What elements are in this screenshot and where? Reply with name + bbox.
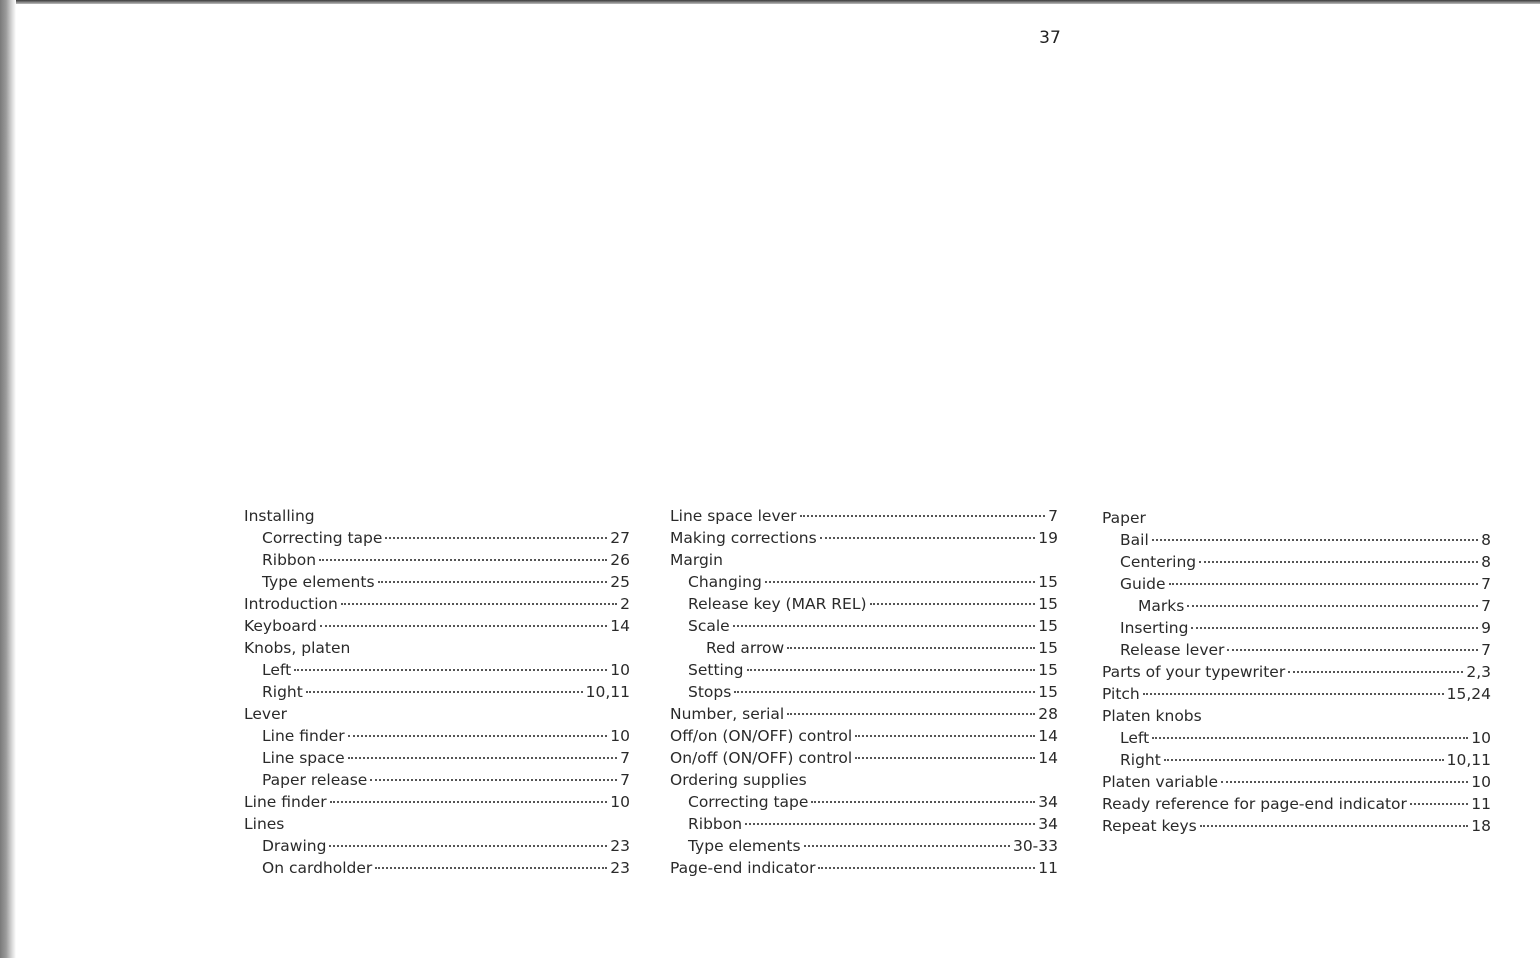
index-entry-page: 7 [1481, 641, 1491, 659]
index-entry-label: Release key (MAR REL) [688, 595, 867, 613]
index-entry-label: Off/on (ON/OFF) control [670, 727, 853, 745]
index-entry [670, 549, 1058, 571]
dot-leader [804, 845, 1010, 847]
index-entry [244, 659, 630, 681]
index-entry-page: 28 [1038, 705, 1058, 723]
index-column-2 [670, 505, 1058, 879]
dot-leader [294, 669, 607, 671]
index-entry [670, 615, 1058, 637]
dot-leader [1143, 693, 1444, 695]
index-entry-page: 14 [610, 617, 630, 635]
dot-leader [820, 537, 1036, 539]
index-entry-label: Correcting tape [688, 793, 809, 811]
index-entry [1102, 683, 1491, 705]
index-entry [244, 637, 630, 659]
index-entry-label: Marks [1138, 597, 1185, 615]
index-entry-label: Knobs, platen [244, 639, 351, 657]
index-entry-label: Guide [1120, 575, 1166, 593]
index-entry [670, 703, 1058, 725]
index-entry-page: 23 [610, 859, 630, 877]
index-entry [1102, 727, 1491, 749]
index-entry [244, 725, 630, 747]
index-entry [1102, 595, 1491, 617]
index-entry-label: Pitch [1102, 685, 1140, 703]
index-entry-page: 7 [1481, 597, 1491, 615]
index-entry-page: 10 [1471, 729, 1491, 747]
dot-leader [1164, 759, 1444, 761]
index-entry [670, 593, 1058, 615]
index-entry-page: 23 [610, 837, 630, 855]
index-entry-page: 9 [1481, 619, 1491, 637]
index-entry-label: Making corrections [670, 529, 817, 547]
dot-leader [306, 691, 583, 693]
index-entry [670, 791, 1058, 813]
index-entry-label: Ordering supplies [670, 771, 807, 789]
dot-leader [1152, 539, 1478, 541]
dot-leader [319, 559, 607, 561]
index-entry-label: Inserting [1120, 619, 1189, 637]
dot-leader [870, 603, 1036, 605]
index-entry [244, 747, 630, 769]
index-entry-page: 18 [1471, 817, 1491, 835]
index-entry-page: 8 [1481, 553, 1491, 571]
index-entry-page: 10,11 [585, 683, 630, 701]
index-entry-page: 8 [1481, 531, 1491, 549]
index-entry-label: Ready reference for page-end indicator [1102, 795, 1407, 813]
index-entry-label: Introduction [244, 595, 338, 613]
index-entry [1102, 529, 1491, 551]
dot-leader [765, 581, 1035, 583]
index-entry-page: 14 [1038, 749, 1058, 767]
top-edge-rule [0, 0, 1540, 4]
dot-leader [341, 603, 617, 605]
dot-leader [378, 581, 608, 583]
dot-leader [1288, 671, 1463, 673]
dot-leader [1410, 803, 1468, 805]
index-entry-label: Correcting tape [262, 529, 383, 547]
index-entry-page: 10 [1471, 773, 1491, 791]
dot-leader [1169, 583, 1479, 585]
index-entry-label: Stops [688, 683, 732, 701]
index-entry-label: Line space lever [670, 507, 797, 525]
dot-leader [1221, 781, 1468, 783]
index-entry-label: Left [262, 661, 292, 679]
index-entry-label: Lever [244, 705, 287, 723]
index-entry [1102, 639, 1491, 661]
index-entry-page: 10 [610, 727, 630, 745]
index-entry-label: Lines [244, 815, 285, 833]
index-entry-page: 15 [1038, 573, 1058, 591]
index-entry-label: Parts of your typewriter [1102, 663, 1286, 681]
index-entry [1102, 573, 1491, 595]
index-entry [1102, 749, 1491, 771]
index-entry-label: Page-end indicator [670, 859, 816, 877]
dot-leader [855, 735, 1035, 737]
index-entry-page: 30-33 [1012, 837, 1058, 855]
index-entry-label: Installing [244, 507, 315, 525]
dot-leader [818, 867, 1035, 869]
index-entry-page: 2 [620, 595, 630, 613]
dot-leader [1199, 561, 1478, 563]
index-entry-page: 10,11 [1446, 751, 1491, 769]
index-entry-page: 10 [610, 793, 630, 811]
page-binding-edge [0, 0, 16, 958]
index-entry-label: Setting [688, 661, 744, 679]
index-entry-label: Ribbon [688, 815, 743, 833]
dot-leader [855, 757, 1035, 759]
index-entry-label: Platen knobs [1102, 707, 1202, 725]
index-entry-page: 26 [610, 551, 630, 569]
index-entry [670, 835, 1058, 857]
index-entry-label: Red arrow [706, 639, 785, 657]
index-entry [244, 505, 630, 527]
index-entry [244, 791, 630, 813]
index-entry-label: Line finder [244, 793, 327, 811]
index-entry [1102, 661, 1491, 683]
index-entry [244, 527, 630, 549]
index-entry-page: 15 [1038, 617, 1058, 635]
index-entry [670, 637, 1058, 659]
index-entry [244, 549, 630, 571]
dot-leader [787, 713, 1035, 715]
index-entry-label: Type elements [688, 837, 801, 855]
dot-leader [787, 647, 1035, 649]
dot-leader [370, 779, 617, 781]
index-entry-page: 7 [1048, 507, 1058, 525]
index-entry-label: Number, serial [670, 705, 785, 723]
index-entry-page: 34 [1038, 815, 1058, 833]
index-entry-label: Paper release [262, 771, 368, 789]
index-entry-page: 7 [620, 749, 630, 767]
index-entry [670, 659, 1058, 681]
index-entry-label: Ribbon [262, 551, 317, 569]
dot-leader [1191, 627, 1478, 629]
index-entry-label: Platen variable [1102, 773, 1219, 791]
index-entry-page: 11 [1038, 859, 1058, 877]
index-entry-page: 15,24 [1446, 685, 1491, 703]
dot-leader [1227, 649, 1478, 651]
index-entry [670, 857, 1058, 879]
index-entry-label: Left [1120, 729, 1150, 747]
index-entry [1102, 771, 1491, 793]
index-entry-page: 7 [1481, 575, 1491, 593]
index-entry [244, 769, 630, 791]
index-entry [670, 813, 1058, 835]
dot-leader [1152, 737, 1468, 739]
index-entry-page: 15 [1038, 661, 1058, 679]
index-entry-label: Line space [262, 749, 345, 767]
index-entry-label: Keyboard [244, 617, 317, 635]
index-entry [244, 681, 630, 703]
index-entry [1102, 551, 1491, 573]
index-entry [244, 703, 630, 725]
index-entry [670, 725, 1058, 747]
dot-leader [811, 801, 1035, 803]
index-entry-label: Release lever [1120, 641, 1225, 659]
index-entry-page: 7 [620, 771, 630, 789]
index-entry-label: On cardholder [262, 859, 373, 877]
index-entry [244, 571, 630, 593]
dot-leader [733, 625, 1036, 627]
index-entry [244, 857, 630, 879]
dot-leader [330, 801, 608, 803]
index-entry-label: Bail [1120, 531, 1149, 549]
index-entry-page: 19 [1038, 529, 1058, 547]
index-entry [670, 571, 1058, 593]
index-entry-page: 11 [1471, 795, 1491, 813]
page-number: 37 [1039, 28, 1061, 48]
index-entry-page: 34 [1038, 793, 1058, 811]
index-entry-label: Changing [688, 573, 762, 591]
dot-leader [329, 845, 607, 847]
index-entry [670, 505, 1058, 527]
index-column-3 [1102, 507, 1491, 837]
index-entry-label: Drawing [262, 837, 327, 855]
index-entry-page: 25 [610, 573, 630, 591]
dot-leader [747, 669, 1036, 671]
index-entry [1102, 617, 1491, 639]
dot-leader [348, 735, 608, 737]
index-entry-page: 10 [610, 661, 630, 679]
index-entry [1102, 507, 1491, 529]
index-entry [670, 681, 1058, 703]
index-entry-label: Paper [1102, 509, 1146, 527]
dot-leader [385, 537, 607, 539]
index-entry [1102, 815, 1491, 837]
index-entry-label: Right [1120, 751, 1161, 769]
index-entry-label: Scale [688, 617, 730, 635]
index-entry-label: Type elements [262, 573, 375, 591]
index-entry-page: 14 [1038, 727, 1058, 745]
index-entry-page: 15 [1038, 595, 1058, 613]
dot-leader [745, 823, 1035, 825]
index-entry-page: 15 [1038, 639, 1058, 657]
index-entry [1102, 793, 1491, 815]
dot-leader [375, 867, 607, 869]
index-entry-page: 15 [1038, 683, 1058, 701]
index-entry-label: On/off (ON/OFF) control [670, 749, 853, 767]
dot-leader [348, 757, 617, 759]
dot-leader [800, 515, 1046, 517]
index-entry [244, 615, 630, 637]
index-entry-label: Centering [1120, 553, 1197, 571]
index-column-1 [244, 505, 630, 879]
index-entry [244, 835, 630, 857]
index-entry [244, 813, 630, 835]
index-entry-label: Repeat keys [1102, 817, 1197, 835]
dot-leader [734, 691, 1035, 693]
index-entry [1102, 705, 1491, 727]
index-entry-label: Right [262, 683, 303, 701]
dot-leader [1187, 605, 1478, 607]
index-entry-page: 2,3 [1466, 663, 1491, 681]
index-entry [670, 769, 1058, 791]
index-entry-page: 27 [610, 529, 630, 547]
index-entry [244, 593, 630, 615]
index-entry-label: Margin [670, 551, 723, 569]
index-entry [670, 747, 1058, 769]
index-entry [670, 527, 1058, 549]
dot-leader [320, 625, 607, 627]
index-entry-label: Line finder [262, 727, 345, 745]
dot-leader [1200, 825, 1469, 827]
